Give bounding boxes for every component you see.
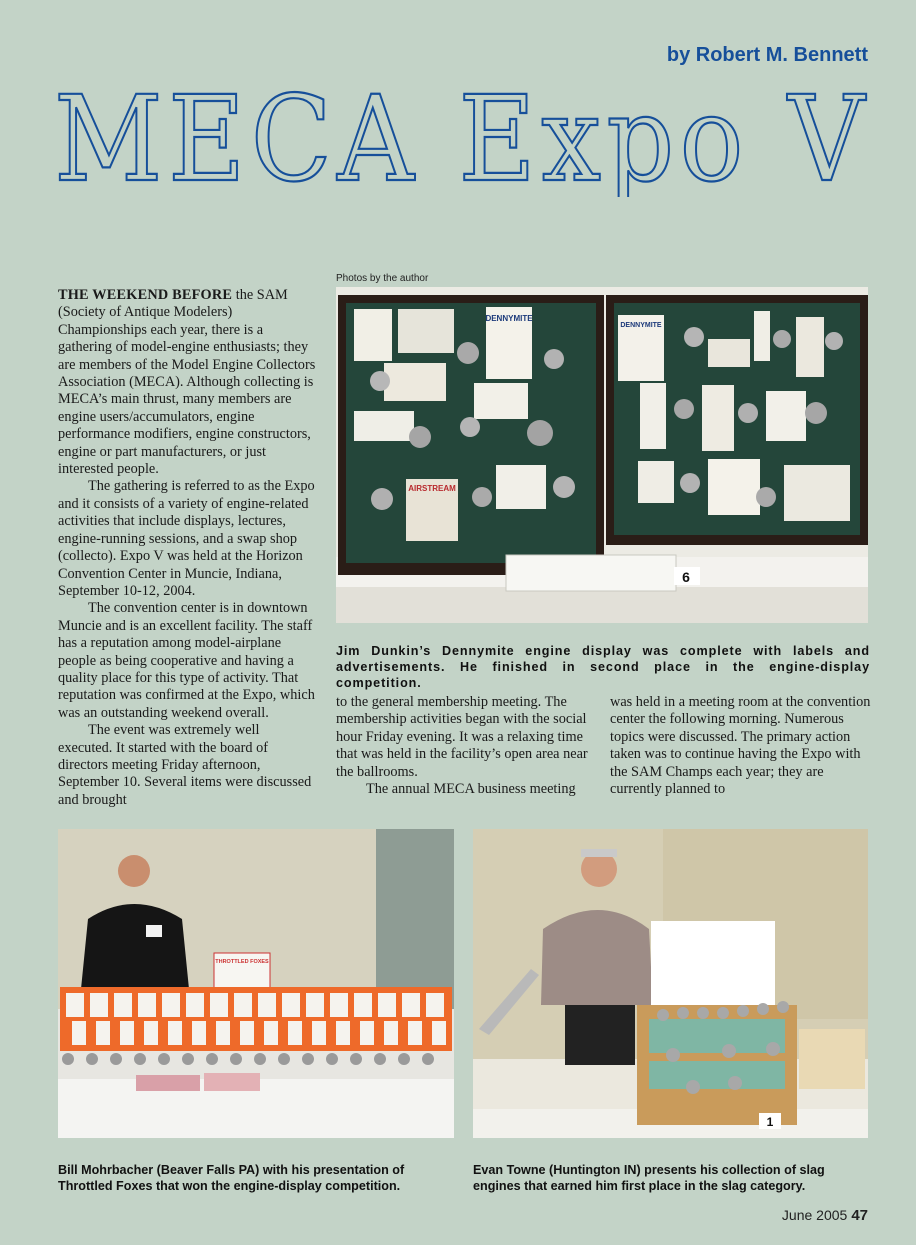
airstream-label: AIRSTREAM — [408, 484, 456, 493]
paragraph-1: the SAM (Society of Antique Modelers) Championships each year, there is a gathering of model-engine enthusiasts; they are members of the Model Engine Collectors Association (MECA). Although collecting is MECA’s main thrust, many members are engine users/accumulators, engine performance modifiers, engine constructors, engine or part manufacturers, or just interested people. — [58, 287, 316, 478]
paragraph-2: The gathering is referred to as the Expo and it consists of a variety of engine-related activities that include displays, lectures, engine-running sessions, and a swap shop (collecto). Expo V was held at the Horizon Convention Center in Muncie, Indiana, September 10-12, 2004. — [58, 478, 315, 599]
paragraph-3: The convention center is in downtown Muncie and is an excellent facility. The staff has a reputation among model-airplane people as being cooperative and having a quality place for this type of activity. That reputation was confirmed at the Expo, which was an outstanding weekend overall. — [58, 600, 315, 721]
page-footer — [782, 1207, 868, 1224]
photo-slag-engines — [473, 829, 868, 1138]
caption-slag-engines: Evan Towne (Huntington IN) presents his collection of slag engines that earned him first place in the slag category. — [473, 1163, 825, 1193]
dennymite-label-1: DENNYMITE — [485, 314, 533, 323]
article-title — [54, 72, 874, 197]
lead-in: THE WEEKEND BEFORE — [58, 287, 233, 303]
dennymite-label-2: DENNYMITE — [620, 322, 662, 329]
issue-date: June 2005 — [781, 1207, 848, 1223]
paragraph-6: The annual MECA business meeting — [366, 781, 576, 798]
photo-throttled-foxes — [58, 829, 454, 1138]
photo-credit: Photos by the author — [336, 273, 429, 284]
slag-display-number: 1 — [766, 1115, 774, 1129]
paragraph-5: to the general membership meeting. The membership activities began with the social hour Friday evening. It was a relaxing time that was held in the facility’s open area near the ballrooms. — [336, 694, 588, 780]
page-number: 47 — [851, 1207, 868, 1224]
photo-dennymite-display — [336, 287, 868, 623]
title-text: MECA Expo V — [54, 72, 870, 197]
text-column-3 — [610, 694, 872, 798]
caption-throttled-foxes: Bill Mohrbacher (Beaver Falls PA) with his presentation of Throttled Foxes that won the engine-display competition. — [58, 1163, 405, 1193]
throttled-foxes-sign: THROTTLED FOXES — [215, 959, 269, 965]
paragraph-4: The event was extremely well executed. It started with the board of directors meeting Friday afternoon, September 10. Several items were discussed and brought — [58, 722, 312, 808]
byline: by Robert M. Bennett — [666, 44, 868, 66]
text-column-1 — [58, 287, 316, 809]
caption-dennymite: Jim Dunkin’s Dennymite engine display was complete with labels and advertisements. He finished in second place in the engine-display competition. — [336, 644, 870, 690]
text-column-2 — [336, 694, 596, 798]
display-number: 6 — [682, 569, 690, 585]
paragraph-7: was held in a meeting room at the convention center the following morning. Numerous topics were discussed. The primary action taken was to continue having the Expo with the SAM Champs each year; they are currently planned to — [610, 694, 871, 798]
